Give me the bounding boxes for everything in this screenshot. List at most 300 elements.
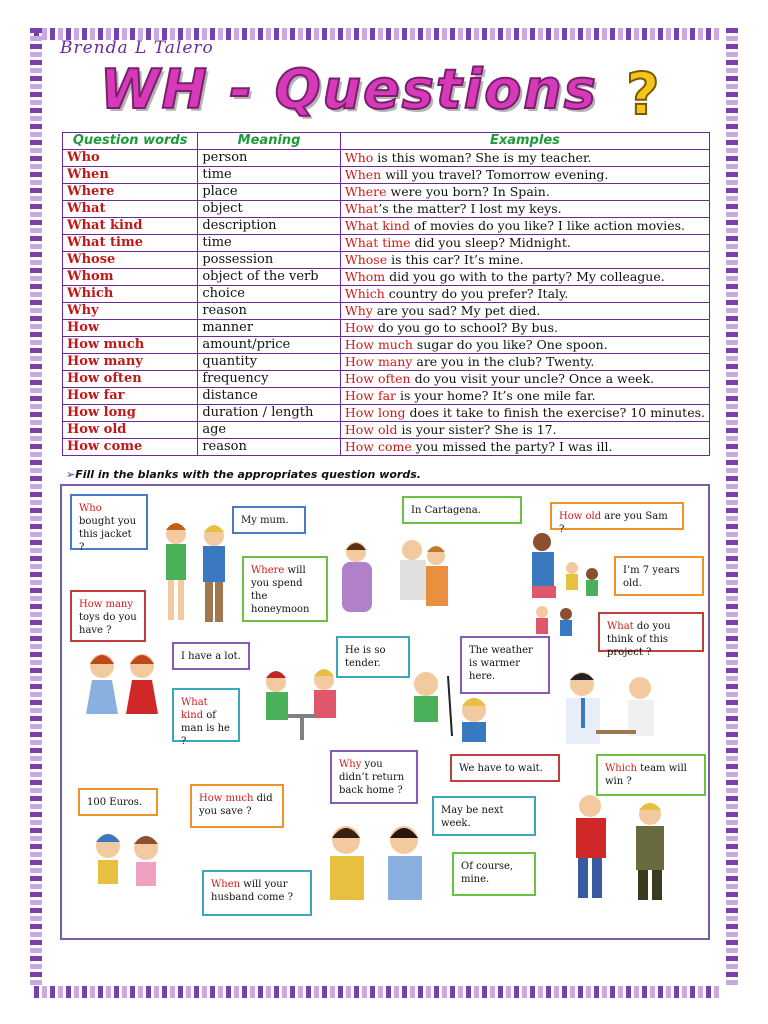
border-tick [418,28,423,40]
border-tick [30,356,42,361]
border-tick [30,828,42,833]
border-tick [726,980,738,985]
border-tick [258,986,263,998]
meaning: duration / length [198,405,341,422]
border-tick [726,84,738,89]
border-tick [34,986,39,998]
border-tick [726,476,738,481]
example-keyword: Who [344,150,374,165]
border-tick [726,684,738,689]
bubble-my-mum: My mum. [232,506,306,534]
border-tick [726,428,738,433]
border-tick [266,986,271,998]
author-signature: Brenda L Talero [60,38,214,58]
border-tick [726,188,738,193]
border-tick [42,986,47,998]
border-tick [30,380,42,385]
border-tick [530,28,535,40]
border-tick [726,52,738,57]
border-tick [50,28,55,40]
border-tick [250,986,255,998]
table-row [63,286,710,303]
example [340,184,709,201]
couple-sofa-illustration [332,536,462,636]
table-row [63,252,710,269]
border-tick [30,508,42,513]
bubble-where: Where will you spend the honeymoon [242,556,328,622]
border-tick [726,244,738,249]
border-tick [30,172,42,177]
border-tick [378,986,383,998]
question-word: How [63,320,198,337]
border-tick [726,356,738,361]
border-tick [30,148,42,153]
meaning: quantity [198,354,341,371]
border-tick [106,986,111,998]
border-tick [386,28,391,40]
border-tick [726,692,738,697]
border-tick [66,986,71,998]
border-tick [306,28,311,40]
border-tick [30,28,42,33]
border-tick [30,604,42,609]
border-tick [394,28,399,40]
border-tick [30,820,42,825]
border-tick [30,748,42,753]
table-row [63,422,710,439]
border-tick [726,164,738,169]
question-word: What [63,201,198,218]
border-tick [726,620,738,625]
border-tick [330,28,335,40]
border-tick [482,986,487,998]
border-tick [570,986,575,998]
example-rest: is this car? It’s mine. [387,252,524,267]
border-tick [242,986,247,998]
example [340,286,709,303]
table-row [63,320,710,337]
border-tick [314,28,319,40]
border-tick [726,500,738,505]
border-tick [658,28,663,40]
border-tick [514,28,519,40]
border-tick [682,28,687,40]
border-tick [30,564,42,569]
example-keyword: How much [344,337,413,352]
border-tick [58,986,63,998]
border-tick [726,948,738,953]
border-tick [30,332,42,337]
border-tick [726,716,738,721]
border-left [30,28,42,985]
border-tick [370,986,375,998]
border-tick [30,236,42,241]
border-tick [30,612,42,617]
question-word: Why [63,303,198,320]
border-tick [30,908,42,913]
border-tick [726,308,738,313]
meaning: place [198,184,341,201]
office-men-illustration [552,668,672,758]
border-tick [394,986,399,998]
border-tick [30,388,42,393]
border-tick [726,508,738,513]
border-tick [30,596,42,601]
border-tick [726,932,738,937]
border-tick [726,228,738,233]
border-tick [726,196,738,201]
border-tick [498,28,503,40]
border-tick [714,28,719,40]
question-word: How many [63,354,198,371]
border-tick [30,924,42,929]
border-tick [30,500,42,505]
border-tick [578,986,583,998]
women-talking-illustration [318,818,438,908]
border-tick [726,36,738,41]
border-tick [370,28,375,40]
border-tick [726,92,738,97]
border-tick [30,484,42,489]
border-tick [506,28,511,40]
meaning: amount/price [198,337,341,354]
border-tick [698,986,703,998]
border-tick [682,986,687,998]
border-tick [726,412,738,417]
border-tick [30,692,42,697]
border-tick [474,28,479,40]
teacher-children-illustration [522,528,612,638]
example [340,337,709,354]
example [340,371,709,388]
border-tick [346,28,351,40]
border-tick [554,28,559,40]
border-tick [726,700,738,705]
border-tick [726,140,738,145]
question-word: What time [63,235,198,252]
border-tick [30,196,42,201]
border-tick [30,348,42,353]
border-tick [30,420,42,425]
table-row [63,184,710,201]
border-tick [726,972,738,977]
border-tick [30,932,42,937]
wh-table [62,132,710,456]
example [340,405,709,422]
table-row [63,235,710,252]
border-tick [30,676,42,681]
border-tick [726,180,738,185]
border-tick [698,28,703,40]
example-rest: are you sad? My pet died. [372,303,541,318]
border-tick [618,986,623,998]
border-tick [726,956,738,961]
border-tick [618,28,623,40]
border-tick [410,28,415,40]
border-tick [186,986,191,998]
table-row [63,388,710,405]
border-tick [726,964,738,969]
example-keyword: How come [344,439,412,454]
border-tick [242,28,247,40]
border-tick [30,124,42,129]
border-tick [666,28,671,40]
question-word: Whom [63,269,198,286]
border-tick [726,876,738,881]
border-tick [30,660,42,665]
border-tick [30,180,42,185]
example [340,201,709,218]
border-tick [690,986,695,998]
border-tick [726,68,738,73]
example-rest: country do you prefer? Italy. [384,286,569,301]
border-tick [170,986,175,998]
border-tick [30,732,42,737]
border-tick [290,28,295,40]
border-tick [726,444,738,449]
border-tick [726,828,738,833]
example [340,218,709,235]
border-tick [726,236,738,241]
border-tick [30,796,42,801]
border-tick [234,28,239,40]
border-tick [562,986,567,998]
border-tick [322,28,327,40]
border-tick [726,484,738,489]
meaning: person [198,150,341,167]
border-tick [30,868,42,873]
meaning: possession [198,252,341,269]
bubble-next-week: May be next week. [432,796,536,836]
question-word: Who [63,150,198,167]
border-tick [726,788,738,793]
border-tick [30,572,42,577]
border-tick [138,986,143,998]
border-tick [282,986,287,998]
bubble-tender: He is so tender. [336,636,410,678]
example [340,167,709,184]
border-tick [726,804,738,809]
table-row [63,303,710,320]
border-tick [726,380,738,385]
example-rest: does it take to finish the exercise? 10 minutes. [405,405,705,420]
border-tick [458,986,463,998]
border-tick [522,986,527,998]
border-tick [30,476,42,481]
border-tick [30,468,42,473]
border-tick [634,986,639,998]
example-rest: are you in the club? Twenty. [412,354,595,369]
bubble-have-a-lot: I have a lot. [172,642,250,670]
border-tick [298,986,303,998]
border-tick [726,636,738,641]
example-rest: will you travel? Tomorrow evening. [381,167,609,182]
bubble-weather: The weather is warmer here. [460,636,550,694]
table-row [63,269,710,286]
border-tick [30,308,42,313]
border-tick [30,892,42,897]
meaning: reason [198,439,341,456]
border-bottom [34,986,719,998]
border-tick [30,44,42,49]
border-tick [30,628,42,633]
border-tick [30,980,42,985]
border-tick [442,986,447,998]
border-tick [346,986,351,998]
header-examples: Examples [340,133,709,150]
border-tick [610,28,615,40]
border-tick [122,986,127,998]
meaning: time [198,235,341,252]
border-tick [30,940,42,945]
border-tick [30,452,42,457]
example-rest: were you born? In Spain. [386,184,550,199]
bubble-seven-years: I’m 7 years old. [614,556,704,596]
example-rest: do you go to school? By bus. [374,320,558,335]
border-tick [726,204,738,209]
border-tick [82,986,87,998]
border-tick [726,668,738,673]
border-tick [538,28,543,40]
border-right [726,28,738,985]
border-tick [726,724,738,729]
border-tick [178,986,183,998]
example-rest: sugar do you like? One spoon. [412,337,608,352]
border-tick [30,132,42,137]
header-question-words: Question words [63,133,198,150]
bubble-wait: We have to wait. [450,754,560,782]
border-tick [690,28,695,40]
border-tick [726,300,738,305]
table-row [63,150,710,167]
border-tick [538,986,543,998]
border-tick [482,28,487,40]
border-tick [726,748,738,753]
border-tick [706,28,711,40]
bubble-when: When will your husband come ? [202,870,312,916]
border-tick [602,28,607,40]
border-tick [30,268,42,273]
border-tick [674,986,679,998]
border-tick [726,884,738,889]
question-word: How long [63,405,198,422]
border-tick [30,316,42,321]
question-word: How often [63,371,198,388]
border-tick [210,986,215,998]
border-tick [354,28,359,40]
border-tick [586,28,591,40]
border-tick [426,28,431,40]
border-tick [442,28,447,40]
border-tick [30,340,42,345]
border-tick [726,892,738,897]
border-tick [30,372,42,377]
border-tick [726,220,738,225]
border-tick [626,986,631,998]
border-tick [30,884,42,889]
border-tick [546,986,551,998]
border-tick [30,804,42,809]
border-tick [74,986,79,998]
example-rest: you missed the party? I was ill. [411,439,613,454]
border-tick [650,28,655,40]
border-tick [490,28,495,40]
border-tick [434,986,439,998]
example-keyword: When [344,167,382,182]
border-tick [726,468,738,473]
border-tick [274,986,279,998]
phone-call-illustration [408,666,498,746]
border-tick [402,28,407,40]
border-tick [146,986,151,998]
border-tick [706,986,711,998]
border-tick [726,836,738,841]
hockey-interview-illustration [562,790,682,910]
question-word: How old [63,422,198,439]
border-tick [726,812,738,817]
border-tick [658,986,663,998]
border-tick [202,986,207,998]
border-tick [522,28,527,40]
border-tick [546,28,551,40]
border-tick [726,348,738,353]
table-row [63,405,710,422]
border-tick [726,580,738,585]
border-tick [90,986,95,998]
meaning: object [198,201,341,218]
kids-kissing-illustration [86,824,176,904]
border-tick [402,986,407,998]
border-tick [726,796,738,801]
example [340,388,709,405]
border-tick [726,60,738,65]
border-tick [282,28,287,40]
border-tick [726,132,738,137]
border-tick [30,852,42,857]
example [340,303,709,320]
example-rest: is your sister? She is 17. [397,422,557,437]
border-tick [30,276,42,281]
border-tick [30,540,42,545]
border-tick [726,516,738,521]
border-tick [162,986,167,998]
border-tick [338,28,343,40]
example-keyword: Where [344,184,387,199]
border-tick [30,948,42,953]
border-tick [726,572,738,577]
border-tick [726,292,738,297]
instruction-text: Fill in the blanks with the appropriates question words. [75,468,421,481]
meaning: choice [198,286,341,303]
border-tick [30,292,42,297]
border-tick [726,276,738,281]
border-tick [726,372,738,377]
border-tick [30,516,42,521]
border-tick [30,916,42,921]
border-tick [30,772,42,777]
border-tick [30,300,42,305]
border-tick [726,492,738,497]
border-tick [130,986,135,998]
border-tick [154,986,159,998]
border-tick [30,668,42,673]
border-tick [30,580,42,585]
border-tick [726,252,738,257]
border-tick [726,900,738,905]
table-row [63,371,710,388]
border-tick [30,900,42,905]
border-tick [234,986,239,998]
